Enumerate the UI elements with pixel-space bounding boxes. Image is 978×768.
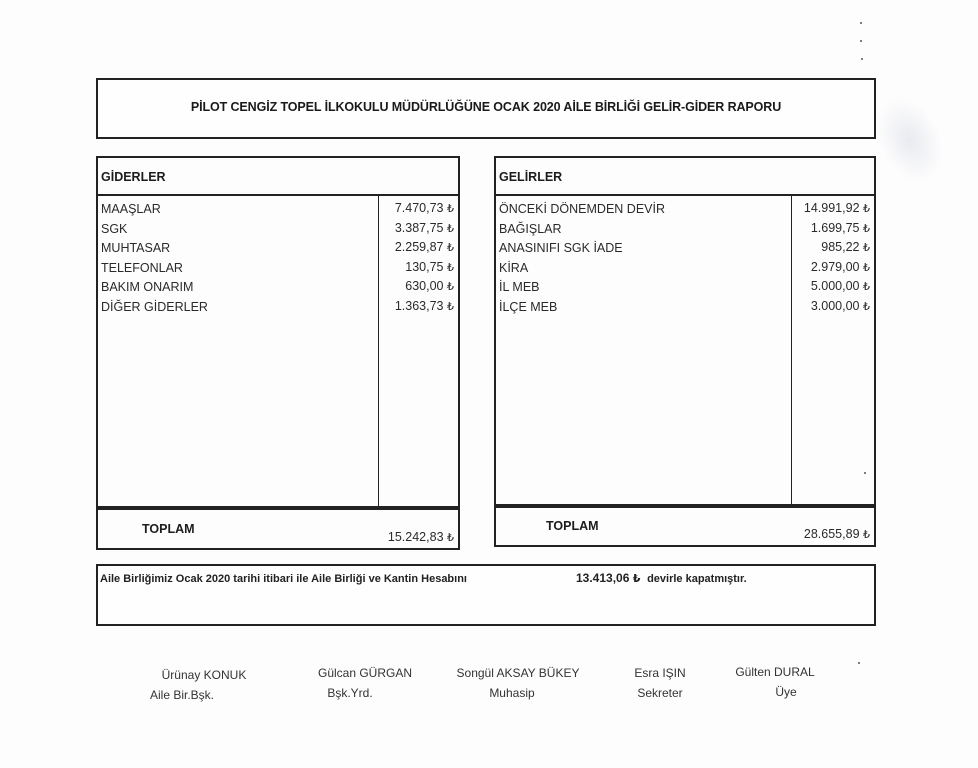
- lira-icon: ₺: [447, 300, 454, 313]
- row-label: ÖNCEKİ DÖNEMDEN DEVİR: [499, 202, 665, 216]
- table-row: [98, 298, 458, 318]
- row-label: SGK: [101, 221, 128, 236]
- row-label: BAĞIŞLAR: [499, 221, 562, 236]
- lira-icon: ₺: [447, 222, 454, 235]
- report-title-box: [96, 78, 876, 139]
- signatory-role: Bşk.Yrd.: [327, 686, 373, 700]
- table-row: [496, 298, 874, 318]
- row-label: İLÇE MEB: [499, 299, 558, 314]
- income-header-label: GELİRLER: [499, 170, 563, 184]
- expenses-total: [96, 508, 460, 550]
- lira-icon: ₺: [447, 261, 454, 274]
- row-amount: 3.000,00 ₺: [810, 298, 870, 313]
- signatory: [725, 665, 825, 699]
- row-label: TELEFONLAR: [101, 260, 183, 275]
- table-row: [98, 200, 458, 220]
- expenses-total-amount: 15.242,83 ₺: [387, 530, 454, 544]
- lira-icon: ₺: [863, 281, 870, 293]
- row-amount: 130,75 ₺: [405, 259, 454, 274]
- table-row: [98, 220, 458, 240]
- scan-speck: [858, 662, 860, 664]
- signatory-role: Muhasip: [489, 686, 535, 700]
- row-amount: 7.470,73 ₺: [394, 201, 454, 215]
- scan-speck: [861, 58, 863, 60]
- row-amount: 1.363,73 ₺: [394, 298, 454, 313]
- expenses-body: [98, 196, 458, 506]
- signatory-name: Gülten DURAL: [735, 665, 815, 679]
- income-total-label: TOPLAM: [546, 519, 599, 533]
- lira-icon: ₺: [863, 529, 870, 541]
- signatory-name: Esra IŞIN: [634, 666, 686, 680]
- row-label: KİRA: [499, 260, 529, 275]
- table-row: [98, 239, 458, 259]
- income-body: [496, 196, 874, 504]
- lira-icon: ₺: [447, 242, 454, 254]
- summary-text: Aile Birliğimiz Ocak 2020 tarihi itibari ile Aile Birliği ve Kantin Hesabını: [100, 573, 467, 585]
- signatory: [448, 666, 588, 700]
- expenses-rows: [98, 200, 458, 317]
- row-label: MUHTASAR: [101, 241, 171, 255]
- signatory-role: Aile Bir.Bşk.: [149, 688, 215, 702]
- row-label: İL MEB: [499, 280, 540, 294]
- row-label: MAAŞLAR: [101, 202, 161, 216]
- signatory-name: Gülcan GÜRGAN: [317, 666, 413, 680]
- scan-speck: [860, 22, 862, 24]
- income-rows: [496, 200, 874, 317]
- lira-icon: ₺: [863, 203, 870, 215]
- row-amount: 985,22 ₺: [821, 240, 870, 254]
- report-title: PİLOT CENGİZ TOPEL İLKOKULU MÜDÜRLÜĞÜNE OCAK 2020 AİLE BİRLİĞİ GELİR-GİDER RAPORU: [190, 100, 782, 114]
- income-total: [494, 506, 876, 547]
- lira-icon: ₺: [447, 532, 454, 544]
- lira-icon: ₺: [863, 300, 870, 313]
- scan-speck: [860, 40, 862, 42]
- summary-amount: 13.413,06 ₺ devirle kapatmıştır.: [576, 571, 747, 585]
- lira-icon: ₺: [447, 203, 454, 215]
- income-total-amount: 28.655,89 ₺: [803, 527, 870, 541]
- row-amount: 2.259,87 ₺: [394, 240, 454, 254]
- row-label: DİĞER GİDERLER: [101, 299, 208, 314]
- table-row: [496, 278, 874, 298]
- income-table: [494, 156, 876, 506]
- table-row: [98, 259, 458, 279]
- row-amount: 1.699,75 ₺: [810, 220, 870, 235]
- lira-icon: ₺: [632, 573, 641, 585]
- expenses-header: [98, 158, 458, 196]
- expenses-header-label: GİDERLER: [101, 170, 166, 184]
- table-row: [496, 259, 874, 279]
- row-amount: 630,00 ₺: [405, 279, 454, 293]
- signatory-name: Songül AKSAY BÜKEY: [456, 666, 580, 680]
- lira-icon: ₺: [863, 261, 870, 274]
- table-row: [496, 220, 874, 240]
- row-amount: 14.991,92 ₺: [803, 201, 870, 215]
- row-amount: 3.387,75 ₺: [394, 220, 454, 235]
- signatory: [620, 666, 700, 700]
- row-label: BAKIM ONARIM: [101, 280, 194, 294]
- signatory: [120, 668, 260, 702]
- summary-box: [96, 564, 876, 626]
- signatory-name: Ürünay KONUK: [161, 668, 247, 682]
- row-amount: 2.979,00 ₺: [810, 259, 870, 274]
- row-label: ANASINIFI SGK İADE: [499, 241, 623, 255]
- lira-icon: ₺: [863, 222, 870, 235]
- scan-smudge: [864, 87, 956, 194]
- income-header: [496, 158, 874, 196]
- lira-icon: ₺: [447, 281, 454, 293]
- signatory: [300, 666, 430, 700]
- signatory-role: Sekreter: [637, 686, 683, 700]
- table-row: [496, 239, 874, 259]
- table-row: [98, 278, 458, 298]
- expenses-table: [96, 156, 460, 508]
- row-amount: 5.000,00 ₺: [810, 279, 870, 293]
- signatory-role: Üye: [775, 685, 797, 699]
- lira-icon: ₺: [863, 242, 870, 254]
- table-row: [496, 200, 874, 220]
- expenses-total-label: TOPLAM: [142, 522, 195, 536]
